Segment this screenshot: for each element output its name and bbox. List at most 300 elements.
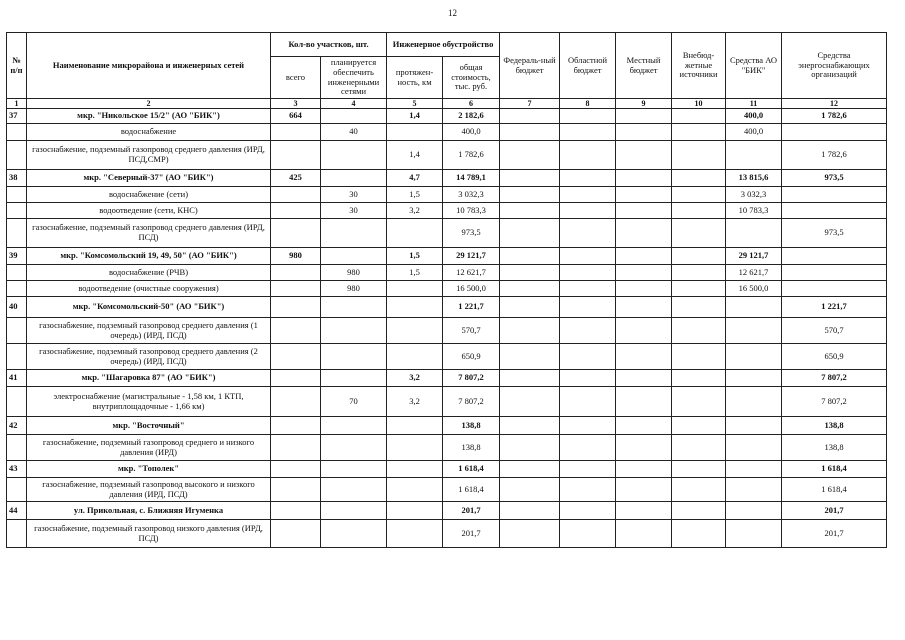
sites-planned [321,344,387,370]
regional-budget [560,203,616,219]
length-km [387,344,443,370]
total-cost: 3 032,3 [443,187,500,203]
district-row [7,417,887,435]
row-name: мкр. "Никольское 15/2" (АО "БИК") [27,109,271,124]
local-budget [616,318,672,344]
total-cost: 201,7 [443,502,500,520]
federal-budget [500,461,560,478]
ao-bik-funds: 13 815,6 [726,170,782,187]
sites-total [271,502,321,520]
row-number: 42 [7,417,27,435]
energy-company-funds: 201,7 [782,520,887,548]
row-name: мкр. "Комсомольский-50" (АО "БИК") [27,297,271,318]
ao-bik-funds [726,370,782,387]
row-number [7,478,27,502]
district-row [7,248,887,265]
energy-company-funds: 973,5 [782,170,887,187]
energy-company-funds: 1 618,4 [782,461,887,478]
length-km: 3,2 [387,370,443,387]
ao-bik-funds: 400,0 [726,124,782,141]
column-number: 10 [672,99,726,109]
sites-total [271,435,321,461]
federal-budget [500,124,560,141]
energy-company-funds [782,203,887,219]
column-number: 4 [321,99,387,109]
length-km [387,219,443,248]
row-name: газоснабжение, подземный газопровод среднего и низкого давления (ИРД) [27,435,271,461]
local-budget [616,187,672,203]
sites-planned [321,370,387,387]
row-number: 40 [7,297,27,318]
federal-budget [500,370,560,387]
energy-company-funds: 1 618,4 [782,478,887,502]
regional-budget [560,187,616,203]
extra-sources [672,370,726,387]
local-budget [616,520,672,548]
network-row [7,478,887,502]
sites-total [271,478,321,502]
column-number: 8 [560,99,616,109]
sites-total [271,387,321,417]
length-km: 1,5 [387,265,443,281]
header-federal: Федераль-ный бюджет [500,33,560,99]
local-budget [616,124,672,141]
row-name: газоснабжение, подземный газопровод высокого и низкого давления (ИРД, ПСД) [27,478,271,502]
ao-bik-funds [726,297,782,318]
federal-budget [500,387,560,417]
sites-planned: 980 [321,281,387,297]
energy-company-funds: 570,7 [782,318,887,344]
sites-planned [321,141,387,170]
row-name: водоснабжение (РЧВ) [27,265,271,281]
sites-planned [321,248,387,265]
sites-total [271,417,321,435]
regional-budget [560,417,616,435]
total-cost: 1 618,4 [443,461,500,478]
local-budget [616,344,672,370]
total-cost: 2 182,6 [443,109,500,124]
total-cost: 138,8 [443,435,500,461]
total-cost: 400,0 [443,124,500,141]
local-budget [616,461,672,478]
column-number: 5 [387,99,443,109]
network-row [7,219,887,248]
row-number [7,141,27,170]
energy-company-funds: 1 782,6 [782,141,887,170]
energy-company-funds: 1 782,6 [782,109,887,124]
row-number: 44 [7,502,27,520]
ao-bik-funds: 29 121,7 [726,248,782,265]
sites-total [271,520,321,548]
row-name: водоснабжение (сети) [27,187,271,203]
local-budget [616,203,672,219]
local-budget [616,435,672,461]
row-number [7,187,27,203]
federal-budget [500,141,560,170]
sites-planned [321,461,387,478]
network-row [7,187,887,203]
header-total: всего [271,57,321,99]
row-number [7,435,27,461]
local-budget [616,281,672,297]
row-number: 39 [7,248,27,265]
length-km [387,297,443,318]
row-name: газоснабжение, подземный газопровод низкого давления (ИРД, ПСД) [27,520,271,548]
header-length: протяжен-ность, км [387,57,443,99]
financing-table [6,32,887,548]
network-row [7,344,887,370]
district-row [7,461,887,478]
federal-budget [500,478,560,502]
header-no: № п/п [7,33,27,99]
sites-planned [321,435,387,461]
regional-budget [560,170,616,187]
header-regional: Областной бюджет [560,33,616,99]
total-cost: 973,5 [443,219,500,248]
ao-bik-funds [726,417,782,435]
regional-budget [560,461,616,478]
length-km: 1,5 [387,187,443,203]
ao-bik-funds [726,141,782,170]
length-km [387,281,443,297]
energy-company-funds: 7 807,2 [782,387,887,417]
column-number: 2 [27,99,271,109]
regional-budget [560,281,616,297]
local-budget [616,248,672,265]
ao-bik-funds: 3 032,3 [726,187,782,203]
regional-budget [560,387,616,417]
row-name: водоснабжение [27,124,271,141]
row-name: газоснабжение, подземный газопровод среднего давления (1 очередь) (ИРД, ПСД) [27,318,271,344]
extra-sources [672,248,726,265]
header-cost: общая стоимость, тыс. руб. [443,57,500,99]
federal-budget [500,520,560,548]
length-km [387,124,443,141]
extra-sources [672,297,726,318]
regional-budget [560,109,616,124]
federal-budget [500,170,560,187]
sites-total [271,124,321,141]
network-row [7,387,887,417]
federal-budget [500,417,560,435]
federal-budget [500,502,560,520]
sites-total [271,281,321,297]
regional-budget [560,435,616,461]
sites-planned [321,170,387,187]
row-name: газоснабжение, подземный газопровод среднего давления (2 очередь) (ИРД, ПСД) [27,344,271,370]
total-cost: 1 618,4 [443,478,500,502]
sites-planned: 70 [321,387,387,417]
row-name: мкр. "Шагаровка 87" (АО "БИК") [27,370,271,387]
column-number: 9 [616,99,672,109]
network-row [7,203,887,219]
total-cost: 10 783,3 [443,203,500,219]
federal-budget [500,203,560,219]
table-body [7,109,887,548]
length-km [387,461,443,478]
regional-budget [560,248,616,265]
total-cost: 1 782,6 [443,141,500,170]
total-cost: 570,7 [443,318,500,344]
row-name: газоснабжение, подземный газопровод среднего давления (ИРД, ПСД) [27,219,271,248]
extra-sources [672,478,726,502]
length-km: 4,7 [387,170,443,187]
length-km [387,520,443,548]
total-cost: 650,9 [443,344,500,370]
total-cost: 12 621,7 [443,265,500,281]
extra-sources [672,170,726,187]
network-row [7,141,887,170]
sites-total [271,318,321,344]
extra-sources [672,417,726,435]
row-number [7,124,27,141]
length-km [387,318,443,344]
sites-total: 425 [271,170,321,187]
federal-budget [500,187,560,203]
row-number: 38 [7,170,27,187]
total-cost: 7 807,2 [443,387,500,417]
energy-company-funds: 201,7 [782,502,887,520]
length-km: 1,4 [387,141,443,170]
federal-budget [500,219,560,248]
energy-company-funds: 7 807,2 [782,370,887,387]
regional-budget [560,502,616,520]
ao-bik-funds [726,387,782,417]
sites-planned [321,520,387,548]
regional-budget [560,520,616,548]
local-budget [616,387,672,417]
row-number [7,203,27,219]
header-extra: Внебюд-жетные источники [672,33,726,99]
sites-total [271,297,321,318]
length-km: 3,2 [387,387,443,417]
extra-sources [672,344,726,370]
federal-budget [500,297,560,318]
extra-sources [672,281,726,297]
sites-total [271,344,321,370]
ao-bik-funds: 12 621,7 [726,265,782,281]
district-row [7,109,887,124]
regional-budget [560,265,616,281]
extra-sources [672,265,726,281]
header-group-engineering: Инженерное обустройство [387,33,500,57]
energy-company-funds: 973,5 [782,219,887,248]
length-km: 1,5 [387,248,443,265]
length-km [387,435,443,461]
sites-planned [321,318,387,344]
extra-sources [672,435,726,461]
extra-sources [672,124,726,141]
row-name: водоотведение (очистные сооружения) [27,281,271,297]
sites-total [271,370,321,387]
length-km [387,502,443,520]
sites-total: 664 [271,109,321,124]
energy-company-funds [782,124,887,141]
total-cost: 201,7 [443,520,500,548]
header-group-sites: Кол-во участков, шт. [271,33,387,57]
ao-bik-funds [726,461,782,478]
column-number: 1 [7,99,27,109]
regional-budget [560,141,616,170]
ao-bik-funds: 16 500,0 [726,281,782,297]
header-planned: планируется обеспечить инженерными сетями [321,57,387,99]
total-cost: 29 121,7 [443,248,500,265]
sites-planned [321,219,387,248]
ao-bik-funds: 400,0 [726,109,782,124]
header-local: Местный бюджет [616,33,672,99]
column-number: 12 [782,99,887,109]
header-name: Наименование микрорайона и инженерных сетей [27,33,271,99]
row-name: газоснабжение, подземный газопровод среднего давления (ИРД, ПСД,СМР) [27,141,271,170]
column-number: 6 [443,99,500,109]
local-budget [616,297,672,318]
extra-sources [672,520,726,548]
regional-budget [560,297,616,318]
local-budget [616,417,672,435]
column-number: 7 [500,99,560,109]
row-number [7,265,27,281]
total-cost: 7 807,2 [443,370,500,387]
sites-planned [321,109,387,124]
ao-bik-funds [726,520,782,548]
district-row [7,370,887,387]
sites-planned: 980 [321,265,387,281]
extra-sources [672,502,726,520]
header-energy: Средства энергоснабжающих организаций [782,33,887,99]
federal-budget [500,248,560,265]
length-km: 1,4 [387,109,443,124]
row-number: 43 [7,461,27,478]
total-cost: 16 500,0 [443,281,500,297]
row-name: мкр. "Восточный" [27,417,271,435]
ao-bik-funds [726,502,782,520]
column-number: 11 [726,99,782,109]
total-cost: 138,8 [443,417,500,435]
row-number [7,387,27,417]
local-budget [616,109,672,124]
extra-sources [672,141,726,170]
row-name: мкр. "Комсомольский 19, 49, 50" (АО "БИК") [27,248,271,265]
local-budget [616,502,672,520]
sites-total [271,265,321,281]
row-name: мкр. "Северный-37" (АО "БИК") [27,170,271,187]
district-row [7,297,887,318]
network-row [7,318,887,344]
extra-sources [672,109,726,124]
energy-company-funds [782,248,887,265]
sites-planned: 30 [321,203,387,219]
row-name: мкр. "Тополек" [27,461,271,478]
page-number: 12 [448,8,457,18]
column-number-row [7,99,887,109]
federal-budget [500,109,560,124]
ao-bik-funds [726,318,782,344]
row-number: 37 [7,109,27,124]
total-cost: 1 221,7 [443,297,500,318]
federal-budget [500,318,560,344]
local-budget [616,219,672,248]
federal-budget [500,265,560,281]
regional-budget [560,318,616,344]
energy-company-funds [782,187,887,203]
energy-company-funds [782,281,887,297]
row-number [7,318,27,344]
length-km: 3,2 [387,203,443,219]
sites-planned [321,417,387,435]
local-budget [616,265,672,281]
length-km [387,478,443,502]
regional-budget [560,370,616,387]
energy-company-funds: 1 221,7 [782,297,887,318]
extra-sources [672,318,726,344]
total-cost: 14 789,1 [443,170,500,187]
extra-sources [672,219,726,248]
row-number [7,219,27,248]
sites-planned [321,297,387,318]
local-budget [616,370,672,387]
district-row [7,170,887,187]
network-row [7,281,887,297]
row-number [7,344,27,370]
row-name: электроснабжение (магистральные - 1,58 км, 1 КТП, внутриплощадочные - 1,66 км) [27,387,271,417]
ao-bik-funds [726,344,782,370]
network-row [7,520,887,548]
local-budget [616,170,672,187]
row-number: 41 [7,370,27,387]
column-number: 3 [271,99,321,109]
sites-planned: 30 [321,187,387,203]
regional-budget [560,344,616,370]
energy-company-funds: 138,8 [782,417,887,435]
energy-company-funds: 650,9 [782,344,887,370]
ao-bik-funds [726,219,782,248]
network-row [7,265,887,281]
row-name: ул. Прикольная, с. Ближняя Игуменка [27,502,271,520]
sites-total: 980 [271,248,321,265]
district-row [7,502,887,520]
row-number [7,520,27,548]
network-row [7,124,887,141]
extra-sources [672,203,726,219]
sites-total [271,187,321,203]
regional-budget [560,124,616,141]
extra-sources [672,187,726,203]
header-ao: Средства АО "БИК" [726,33,782,99]
regional-budget [560,219,616,248]
sites-total [271,461,321,478]
extra-sources [672,387,726,417]
ao-bik-funds: 10 783,3 [726,203,782,219]
row-name: водоотведение (сети, КНС) [27,203,271,219]
federal-budget [500,344,560,370]
ao-bik-funds [726,435,782,461]
regional-budget [560,478,616,502]
network-row [7,435,887,461]
extra-sources [672,461,726,478]
sites-total [271,219,321,248]
energy-company-funds [782,265,887,281]
sites-total [271,141,321,170]
energy-company-funds: 138,8 [782,435,887,461]
sites-planned: 40 [321,124,387,141]
local-budget [616,141,672,170]
row-number [7,281,27,297]
federal-budget [500,435,560,461]
sites-total [271,203,321,219]
length-km [387,417,443,435]
ao-bik-funds [726,478,782,502]
local-budget [616,478,672,502]
